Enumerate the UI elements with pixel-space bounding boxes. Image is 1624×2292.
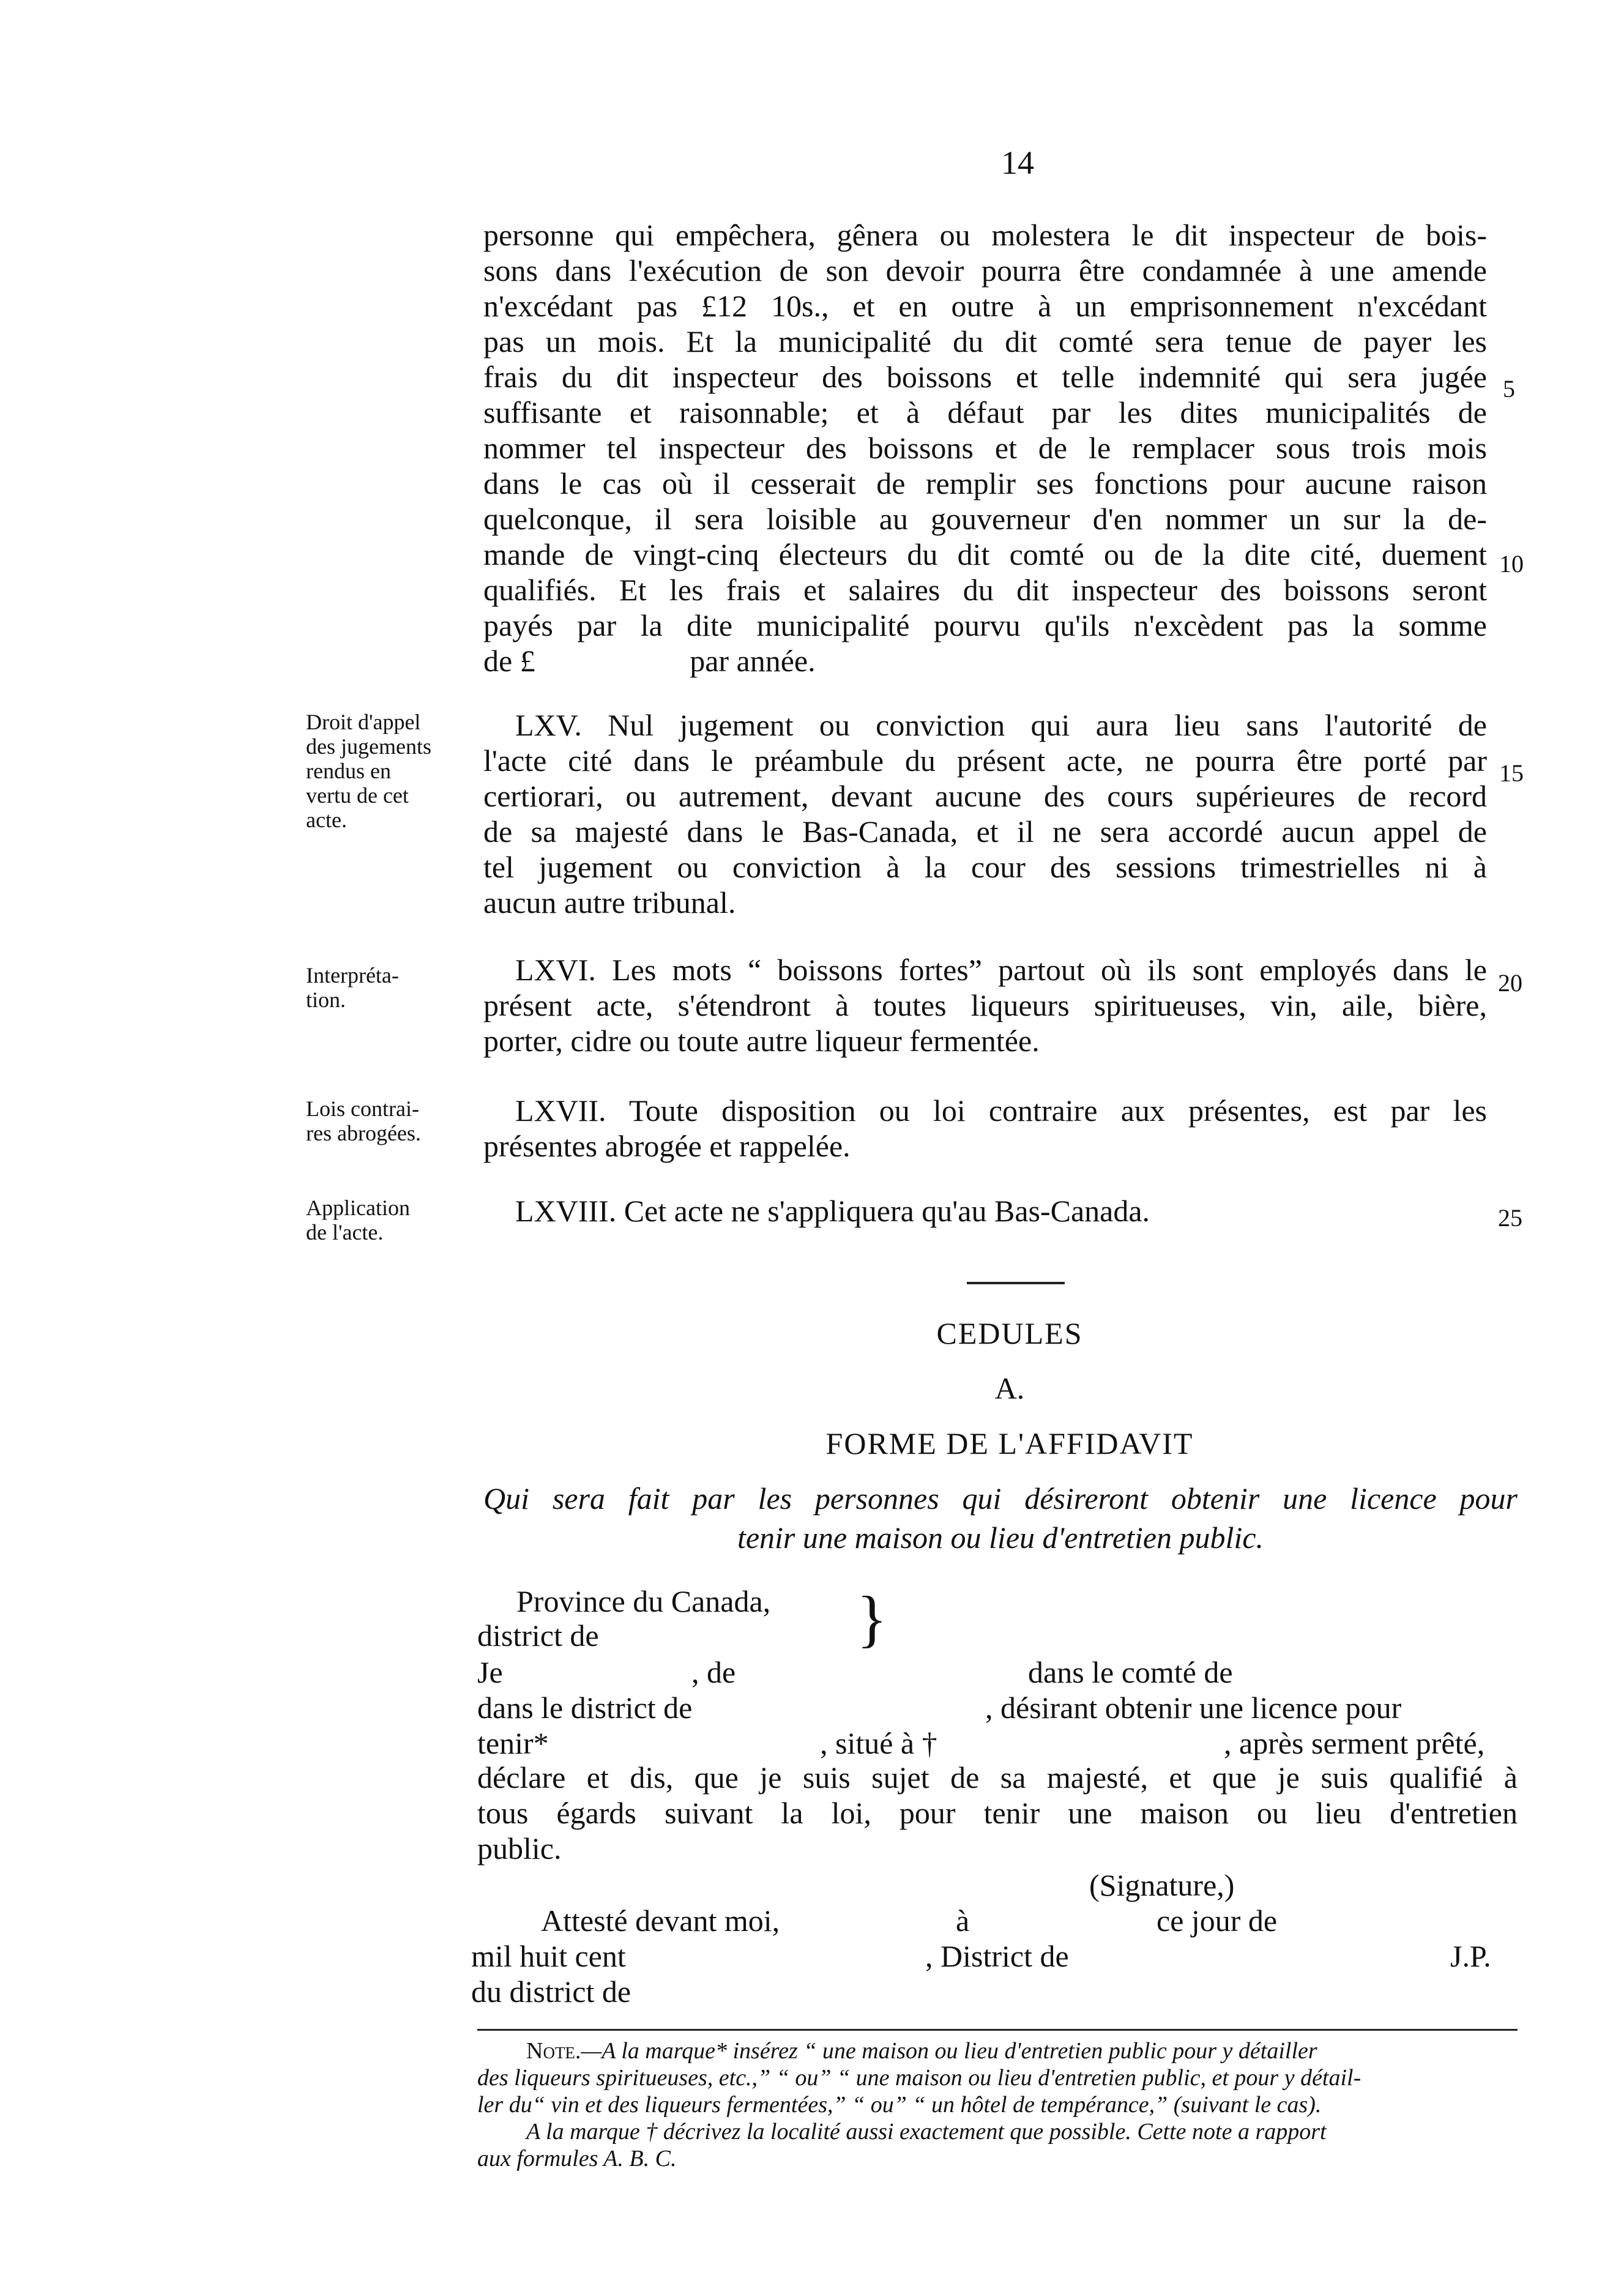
text-line-last: public. xyxy=(477,1831,562,1866)
form-a: à xyxy=(956,1903,970,1938)
text-line: quelconque, il sera loisible au gouverneur d'en nommer un sur la de- xyxy=(483,502,1487,536)
text-line: LXVII. Toute disposition ou loi contraire aux présentes, est par les xyxy=(515,1093,1487,1128)
subtitle-line: Qui sera fait par les personnes qui désireront obtenir une licence pour xyxy=(483,1481,1518,1516)
margin-line: vertu de cet xyxy=(306,783,409,808)
footnote-line: A la marque † décrivez la localité aussi exactement que possible. Cette note a rapport xyxy=(526,2119,1327,2145)
text-line-last: aucun autre tribunal. xyxy=(483,885,736,920)
text-line: pas un mois. Et la municipalité du dit comté sera tenue de payer les xyxy=(483,324,1487,359)
form-situe: , situé à † xyxy=(820,1726,937,1760)
text-line: LXVI. Les mots “ boissons fortes” partout où ils sont employés dans le xyxy=(515,953,1487,987)
margin-line: rendus en xyxy=(306,759,391,783)
line-number-5: 5 xyxy=(1503,375,1515,403)
form-district-2: , District de xyxy=(925,1939,1069,1973)
form-je: Je xyxy=(477,1655,503,1689)
margin-line: res abrogées. xyxy=(306,1121,421,1145)
text-line: LXV. Nul jugement ou conviction qui aura lieu sans l'autorité de xyxy=(515,708,1487,742)
text-line: certiorari, ou autrement, devant aucune des cours supérieures de record xyxy=(483,779,1487,813)
text-line: l'acte cité dans le préambule du présent acte, ne pourra être porté par xyxy=(483,743,1487,778)
text-line: déclare et dis, que je suis sujet de sa majesté, et que je suis qualifié à xyxy=(477,1760,1518,1795)
section-lxviii: LXVIII. Cet acte ne s'appliquera qu'au Bas-Canada. xyxy=(515,1194,1150,1228)
note-text: —A la marque* insérez “ une maison ou lieu d'entretien public pour y détailler xyxy=(581,2038,1317,2064)
form-province: Province du Canada, xyxy=(516,1584,771,1618)
footnote-line: aux formules A. B. C. xyxy=(477,2146,677,2171)
top-paragraph xyxy=(483,217,1487,679)
footnote xyxy=(477,2037,1518,2172)
text-line: dans le cas où il cesserait de remplir ses fonctions pour aucune raison xyxy=(483,466,1487,500)
form-signature: (Signature,) xyxy=(1089,1868,1235,1902)
form-dans-district: dans le district de xyxy=(477,1691,693,1725)
form-apres: , après serment prêté, xyxy=(1224,1726,1485,1760)
margin-line: de l'acte. xyxy=(306,1220,384,1245)
text-line: tous égards suivant la loi, pour tenir une maison ou lieu d'entretien xyxy=(477,1796,1518,1830)
margin-line: Lois contrai- xyxy=(306,1096,419,1121)
line-number-20: 20 xyxy=(1498,969,1522,997)
margin-note-lxv xyxy=(306,710,483,832)
footnote-divider xyxy=(477,2029,1518,2031)
text-line: sons dans l'exécution de son devoir pourra être condamnée à une amende xyxy=(483,253,1487,288)
text-line: présent acte, s'étendront à toutes liqueurs spiritueuses, vin, aile, bière, xyxy=(483,988,1487,1022)
margin-line: Application xyxy=(306,1196,410,1220)
margin-line: tion. xyxy=(306,988,346,1012)
form-jp: J.P. xyxy=(1450,1939,1491,1973)
schedule-heading: CEDULES xyxy=(936,1316,1083,1350)
margin-line: des jugements xyxy=(306,734,431,759)
per-year-label: par année. xyxy=(690,644,816,678)
footnote-line: ler du“ vin et des liqueurs fermentées,” “ ou” “ un hôtel de tempérance,” (suivant le cas). xyxy=(477,2092,1322,2118)
section-lxvii xyxy=(483,1093,1487,1164)
form-mil: mil huit cent xyxy=(471,1939,626,1973)
section-lxv xyxy=(483,707,1487,920)
brace: } xyxy=(857,1583,887,1654)
text-line-last: présentes abrogée et rappelée. xyxy=(483,1129,851,1163)
section-divider xyxy=(967,1282,1065,1284)
text-line: tel jugement ou conviction à la cour des sessions trimestrielles ni à xyxy=(483,850,1487,884)
margin-note-lxvii xyxy=(306,1096,483,1145)
form-district: district de xyxy=(477,1618,599,1653)
amount-label: de £ xyxy=(483,644,535,678)
margin-line: acte. xyxy=(306,808,347,832)
text-line: payés par la dite municipalité pourvu qu'ils n'excèdent pas la somme xyxy=(483,608,1487,642)
note-label: Note. xyxy=(526,2038,581,2064)
form-tenir: tenir* xyxy=(477,1726,549,1760)
form-desirant: , désirant obtenir une licence pour xyxy=(985,1691,1402,1725)
text-line: n'excédant pas £12 10s., et en outre à un emprisonnement n'excédant xyxy=(483,289,1487,323)
line-number-10: 10 xyxy=(1499,550,1524,578)
subtitle-line: tenir une maison ou lieu d'entretien public. xyxy=(737,1520,1264,1555)
schedule-subtitle xyxy=(483,1481,1518,1555)
text-line: personne qui empêchera, gênera ou molestera le dit inspecteur de bois- xyxy=(483,218,1487,252)
text-line: frais du dit inspecteur des boissons et telle indemnité qui sera jugée xyxy=(483,360,1487,394)
page-number: 14 xyxy=(1001,144,1034,181)
text-line-last xyxy=(483,643,1487,679)
form-jour: ce jour de xyxy=(1157,1903,1278,1938)
margin-line: Droit d'appel xyxy=(306,710,421,734)
form-atteste: Attesté devant moi, xyxy=(541,1903,780,1938)
margin-line: Interpréta- xyxy=(306,963,399,988)
text-line: qualifiés. Et les frais et salaires du dit inspecteur des boissons seront xyxy=(483,573,1487,607)
margin-note-lxviii xyxy=(306,1196,483,1245)
footnote-line xyxy=(477,2037,1518,2064)
form-du-district: du district de xyxy=(471,1974,631,2009)
form-de: , de xyxy=(691,1655,736,1689)
text-line: de sa majesté dans le Bas-Canada, et il ne sera accordé aucun appel de xyxy=(483,814,1487,849)
line-number-25: 25 xyxy=(1498,1204,1522,1232)
schedule-title: FORME DE L'AFFIDAVIT xyxy=(825,1426,1194,1460)
text-line: nommer tel inspecteur des boissons et de le remplacer sous trois mois xyxy=(483,431,1487,465)
text-line: suffisante et raisonnable; et à défaut par les dites municipalités de xyxy=(483,395,1487,430)
margin-note-lxvi xyxy=(306,963,483,1012)
text-line: mande de vingt-cinq électeurs du dit comté ou de la dite cité, duement xyxy=(483,537,1487,571)
section-lxvi xyxy=(483,952,1487,1059)
schedule-letter: A. xyxy=(994,1371,1025,1405)
text-line-last: porter, cidre ou toute autre liqueur fermentée. xyxy=(483,1024,1040,1058)
form-declaration xyxy=(477,1760,1518,1866)
form-comte: dans le comté de xyxy=(1028,1655,1233,1689)
line-number-15: 15 xyxy=(1499,759,1524,787)
footnote-line: des liqueurs spiritueuses, etc.,” “ ou” “ une maison ou lieu d'entretien public, et pour y détail- xyxy=(477,2065,1361,2091)
